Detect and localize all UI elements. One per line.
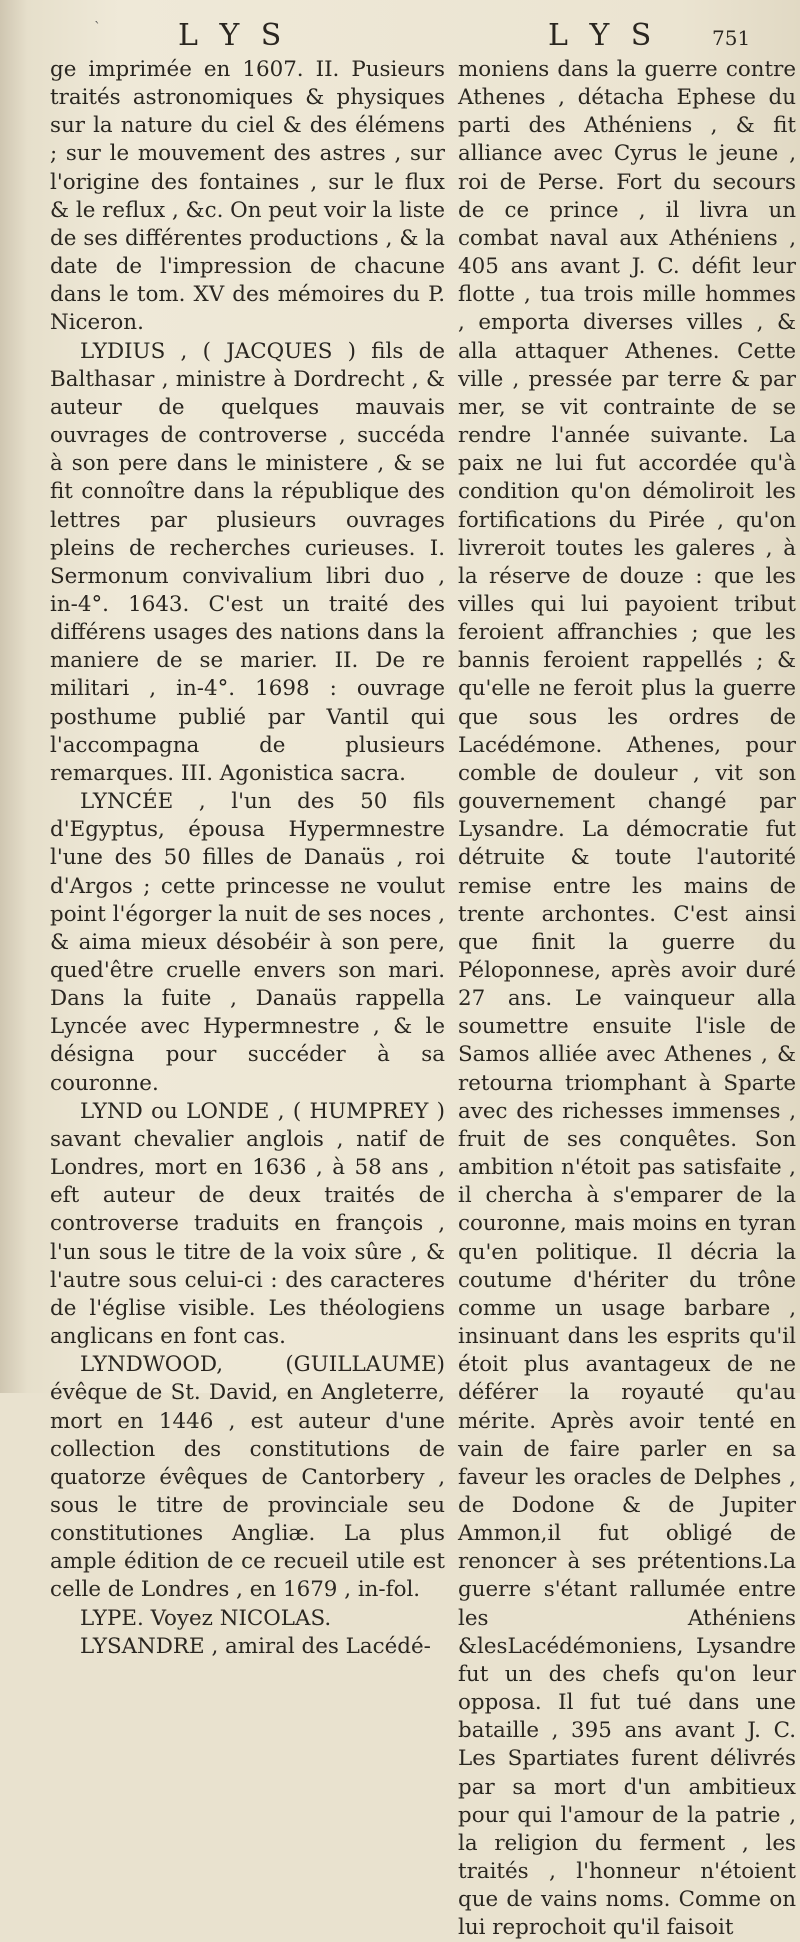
left-column <box>50 56 445 1661</box>
paragraph: moniens dans la guerre contre Athenes , détacha Ephese du parti des Athéniens , & fit alliance avec Cyrus le jeune , roi de Perse. Fort du secours de ce prince , il livra un combat naval aux Athéniens , 405 ans avant J. C. défit leur flotte , tua trois mille hommes , emporta diverses villes , & alla attaquer Athenes. Cette ville , pressée par terre & par mer, se vit contrainte de se rendre l'année suivante. La paix ne lui fut accordée qu'à condition qu'on démoliroit les fortifications du Pirée , qu'on livreroit toutes les galeres , à la réserve de douze : que les villes qui lui payoient tribut feroient affranchies ; que les bannis feroient rappellés ; & qu'elle ne feroit plus la guerre que sous les ordres de Lacédémone. Athenes, pour comble de douleur , vit son gouvernement changé par Lysandre. La démocratie fut détruite & toute l'autorité remise entre les mains de trente archontes. C'est ainsi que finit la guerre du Péloponnese, après avoir duré 27 ans. Le vainqueur alla soumettre ensuite l'isle de Samos alliée avec Athenes , & retourna triomphant à Sparte avec des richesses immenses , fruit de ses conquêtes. Son ambition n'étoit pas satisfaite , il chercha à s'emparer de la couronne, mais moins en tyran qu'en politique. Il décria la coutume d'hériter du trône comme un usage barbare , insinuant dans les esprits qu'il étoit plus avantageux de ne déférer la royauté qu'au mérite. Après avoir tenté en vain de faire parler en sa faveur les oracles de Delphes , de Dodone & de Jupiter Ammon,il fut obligé de renoncer à ses prétentions.La guerre s'étant rallumée entre les Athéniens &lesLacédémoniens, Lysandre fut un des chefs qu'on leur opposa. Il fut tué dans une bataille , 395 ans avant J. C. Les Spartiates furent délivrés par sa mort d'un ambitieux pour qui l'amour de la patrie , la religion du ferment , les traités , l'honneur n'étoient que de vains noms. Comme on lui reprochoit qu'il faisoit <box>458 57 796 1941</box>
paragraph: ge imprimée en 1607. II. Pusieurs traités astronomiques & physiques sur la nature du ciel & des élémens ; sur le mouvement des astres , sur l'origine des fontaines , sur le flux & le reflux , &c. On peut voir la liste de ses différentes productions , & la date de l'impression de chacune dans le tom. XV des mémoires du P. Niceron. <box>50 57 445 336</box>
entry-lysandre: LYSANDRE , amiral des Lacédé- <box>80 1633 431 1659</box>
right-column <box>458 56 796 1942</box>
entry-lyndwood: LYNDWOOD, (GUILLAUME) évêque de St. David, en Angleterre, mort en 1446 , est auteur d'une collection des constitutions de quatorze évêques de Cantorbery , sous le titre de provinciale seu constitutiones Angliæ. La plus ample édition de ce recueil utile est celle de Londres , en 1679 , in-fol. <box>50 1352 445 1603</box>
entry-lyncee: LYNCÉE , l'un des 50 fils d'Egyptus, épousa Hypermnestre l'une des 50 filles de Danaüs , roi d'Argos ; cette princesse ne voulut point l'égorger la nuit de ses noces , & aima mieux désobéir à son pere, qued'être cruelle envers son mari. Dans la fuite , Danaüs rappella Lyncée avec Hypermnestre , & le désigna pour succéder à sa couronne. <box>50 789 445 1096</box>
page-header <box>0 18 800 54</box>
entry-lydius: LYDIUS , ( JACQUES ) fils de Balthasar , ministre à Dordrecht , & auteur de quelques mauvais ouvrages de controverse , succéda à son pere dans le ministere , & se fit connoître dans la république des lettres par plusieurs ouvrages pleins de recherches curieuses. I. Sermonum convivalium libri duo , in-4°. 1643. C'est un traité des différens usages des nations dans la maniere de se marier. II. De re militari , in-4°. 1698 : ouvrage posthume publié par Vantil qui l'accompagna de plusieurs remarques. III. Agonistica sacra. <box>50 338 445 786</box>
left-running-head: L Y S <box>178 18 288 53</box>
entry-lynd: LYND ou LONDE , ( HUMPREY ) savant chevalier anglois , natif de Londres, mort en 1636 , à 58 ans , eft auteur de deux traités de controverse traduits en françois , l'un sous le titre de la voix sûre , & l'autre sous celui-ci : des caracteres de l'église visible. Les théologiens anglicans en font cas. <box>50 1098 445 1350</box>
page-number: 751 <box>712 26 751 50</box>
entry-lype: LYPE. Voyez NICOLAS. <box>80 1605 332 1631</box>
right-running-head: L Y S <box>548 18 658 53</box>
corner-mark: ` <box>94 20 101 36</box>
